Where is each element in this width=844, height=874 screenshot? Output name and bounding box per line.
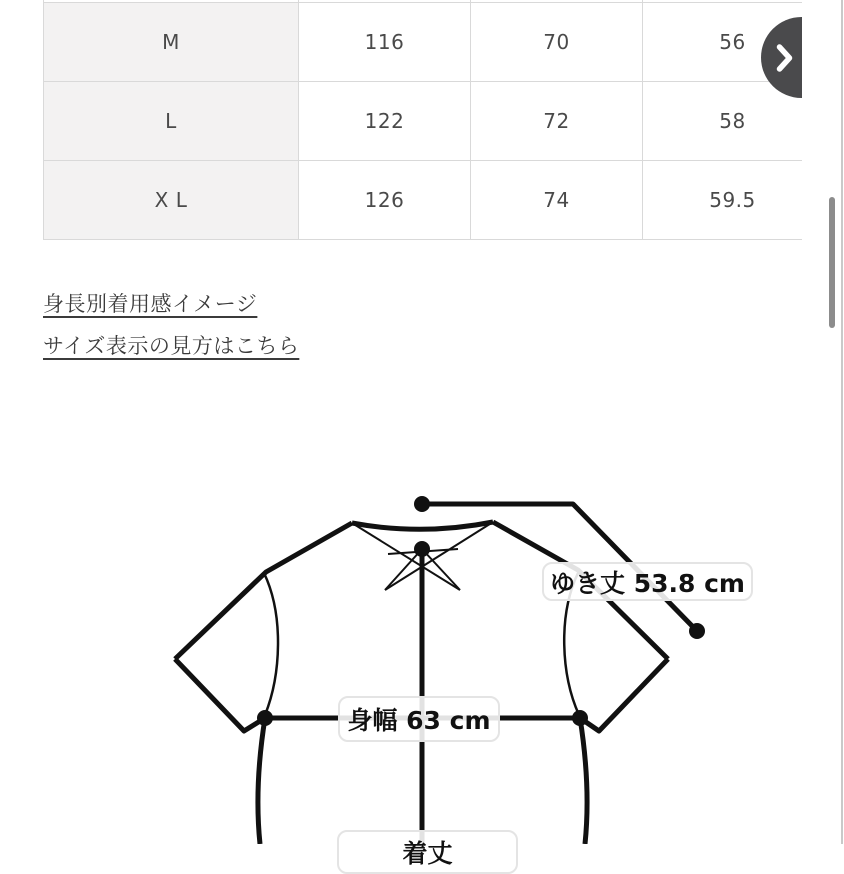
value-cell: 59.5 [643,161,802,240]
chevron-right-icon [776,43,793,73]
link-size-guide[interactable]: サイズ表示の見方はこちら [43,334,300,358]
value-cell: 72 [471,82,643,161]
size-cell: X L [43,161,299,240]
link-height-fit-image[interactable]: 身長別着用感イメージ [43,292,258,316]
size-cell: L [43,82,299,161]
label-body-width: 身幅 63 cm [338,696,500,742]
size-cell: M [43,3,299,82]
label-sleeve-length: ゆき丈 53.8 cm [542,562,753,601]
value-cell: 70 [471,3,643,82]
label-body-length: 着丈 [337,830,518,874]
value-cell: 56 [643,3,802,82]
value-cell: 116 [299,3,471,82]
value-cell: 74 [471,161,643,240]
link-list [43,288,299,360]
page-right-edge [841,0,843,844]
size-table [43,0,802,240]
scrollbar-thumb[interactable] [829,197,835,328]
value-cell: 126 [299,161,471,240]
value-cell: 122 [299,82,471,161]
value-cell: 58 [643,82,802,161]
